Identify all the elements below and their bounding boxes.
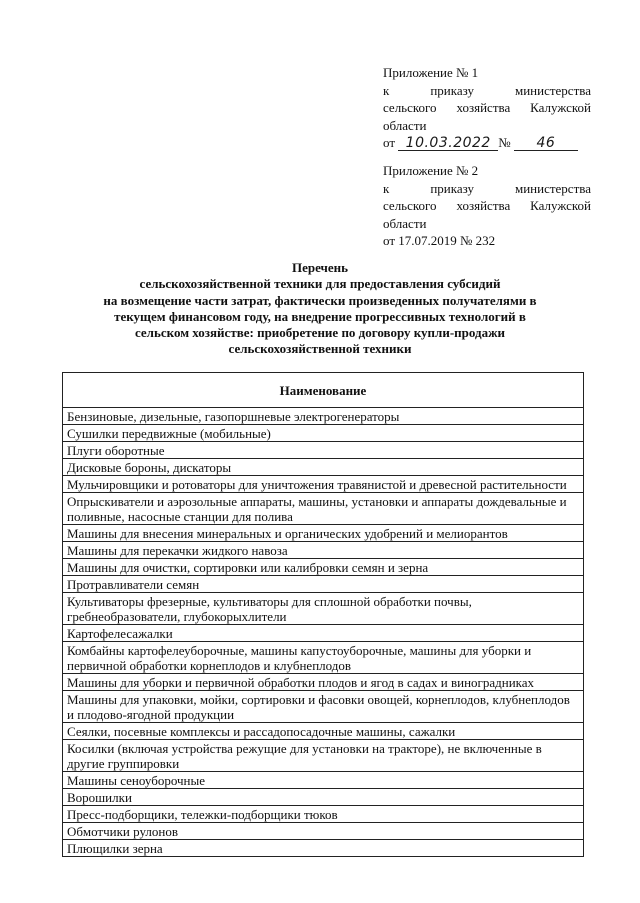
document-title xyxy=(60,260,580,358)
appendix-1-block xyxy=(383,64,591,152)
appendix-1-date-prefix: от xyxy=(383,135,396,150)
table-cell: Ворошилки xyxy=(63,789,584,806)
table-row xyxy=(63,476,584,493)
table-row xyxy=(63,789,584,806)
table-cell: Комбайны картофелеуборочные, машины капустоуборочные, машины для уборки и первичной обработки корнеплодов и клубнеплодов xyxy=(63,642,584,674)
table-row xyxy=(63,493,584,525)
table-cell: Машины для уборки и первичной обработки плодов и ягод в садах и виноградниках xyxy=(63,674,584,691)
table-row xyxy=(63,772,584,789)
table-cell: Сушилки передвижные (мобильные) xyxy=(63,425,584,442)
appendix-2-ref-line-1: к приказу министерства xyxy=(383,180,591,196)
table-cell: Плющилки зерна xyxy=(63,840,584,857)
table-row xyxy=(63,691,584,723)
appendix-1-ref-line-2: сельского хозяйства Калужской xyxy=(383,100,591,115)
title-line-5: сельском хозяйстве: приобретение по договору купли-продажи xyxy=(134,325,506,341)
table-row xyxy=(63,740,584,772)
title-line-2: сельскохозяйственной техники для предоставления субсидий xyxy=(139,276,501,292)
table-row xyxy=(63,408,584,425)
title-line-6: сельскохозяйственной техники xyxy=(228,341,412,357)
table-cell: Пресс-подборщики, тележки-подборщики тюков xyxy=(63,806,584,823)
appendix-1-handwritten-number: 46 xyxy=(514,136,578,151)
table-cell: Дисковые бороны, дискаторы xyxy=(63,459,584,476)
table-cell: Протравливатели семян xyxy=(63,576,584,593)
table-cell: Машины для внесения минеральных и органических удобрений и мелиорантов xyxy=(63,525,584,542)
appendix-1-ref-line-3: области xyxy=(383,117,427,133)
table-cell: Плуги оборотные xyxy=(63,442,584,459)
table-row xyxy=(63,642,584,674)
appendix-2-block xyxy=(383,162,591,250)
appendix-2-ref-line-2: сельского хозяйства Калужской xyxy=(383,198,591,213)
appendix-1-title: Приложение № 1 xyxy=(383,65,479,80)
table-row xyxy=(63,840,584,857)
table-cell: Мульчировщики и ротоваторы для уничтожения травянистой и древесной растительности xyxy=(63,476,584,493)
table-row xyxy=(63,459,584,476)
appendix-2-title: Приложение № 2 xyxy=(383,163,479,178)
appendix-1-ref-line-1: к приказу министерства xyxy=(383,82,591,98)
table-cell: Машины для очистки, сортировки или калибровки семян и зерна xyxy=(63,559,584,576)
table-row xyxy=(63,823,584,840)
table-row xyxy=(63,425,584,442)
column-header-name: Наименование xyxy=(63,373,584,408)
table-row xyxy=(63,559,584,576)
table-cell: Бензиновые, дизельные, газопоршневые электрогенераторы xyxy=(63,408,584,425)
table-cell: Обмотчики рулонов xyxy=(63,823,584,840)
table-cell: Сеялки, посевные комплексы и рассадопосадочные машины, сажалки xyxy=(63,723,584,740)
table-cell: Машины для перекачки жидкого навоза xyxy=(63,542,584,559)
title-line-1: Перечень xyxy=(291,260,349,275)
table-cell: Опрыскиватели и аэрозольные аппараты, машины, установки и аппараты дождевальные и поливные, насосные станции для полива xyxy=(63,493,584,525)
table-row xyxy=(63,806,584,823)
table-row xyxy=(63,593,584,625)
table-cell: Культиваторы фрезерные, культиваторы для сплошной обработки почвы, гребнеобразователи, глубокорыхлители xyxy=(63,593,584,625)
table-cell: Машины для упаковки, мойки, сортировки и фасовки овощей, корнеплодов, клубнеплодов и плодово-ягодной продукции xyxy=(63,691,584,723)
appendix-1-handwritten-date: 10.03.2022 xyxy=(398,136,498,151)
table-row xyxy=(63,576,584,593)
table-row xyxy=(63,542,584,559)
appendix-1-number-sign: № xyxy=(498,135,511,150)
table-cell: Машины сеноуборочные xyxy=(63,772,584,789)
table-row xyxy=(63,674,584,691)
table-cell: Картофелесажалки xyxy=(63,625,584,642)
title-line-3: на возмещение части затрат, фактически произведенных получателями в xyxy=(103,292,537,308)
table-row xyxy=(63,442,584,459)
appendix-1-date-line xyxy=(383,134,591,152)
table-header-row xyxy=(63,373,584,408)
table-cell: Косилки (включая устройства режущие для установки на тракторе), не включенные в другие группировки xyxy=(63,740,584,772)
equipment-table xyxy=(62,372,584,857)
table-row xyxy=(63,723,584,740)
title-line-4: текущем финансовом году, на внедрение прогрессивных технологий в xyxy=(114,308,526,324)
appendix-2-ref-line-3: области xyxy=(383,215,427,231)
table-row xyxy=(63,525,584,542)
appendix-2-date-line: от 17.07.2019 № 232 xyxy=(383,233,496,248)
table-row xyxy=(63,625,584,642)
